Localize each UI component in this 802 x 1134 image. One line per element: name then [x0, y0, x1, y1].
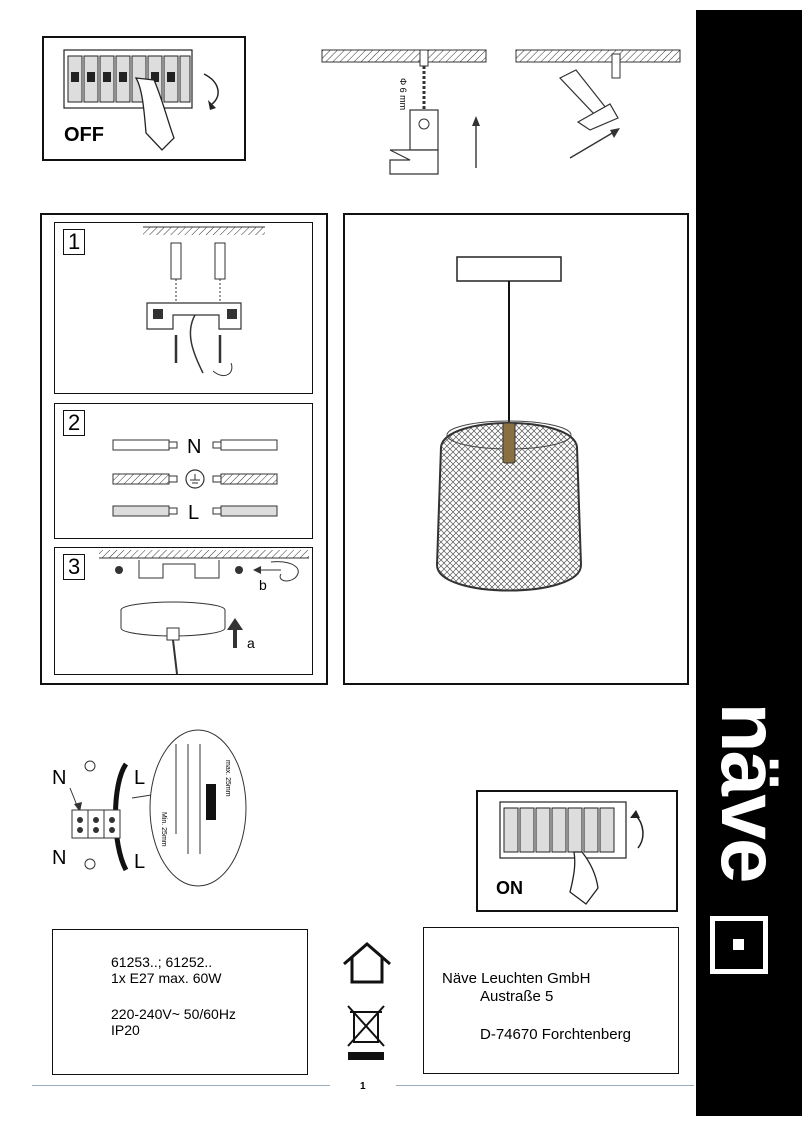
weee-bin-icon [342, 1002, 390, 1064]
on-label: ON [496, 878, 523, 898]
brand-logo-text: näve [704, 702, 795, 882]
spec-ip: IP20 [111, 1022, 140, 1038]
wiring-n-top: N [52, 767, 67, 789]
drill-size-label: Φ 6 mm [398, 78, 408, 111]
step-1-illustration [55, 223, 314, 395]
spec-article-numbers: 61253..; 61252.. [111, 954, 213, 970]
step-3-number: 3 [63, 554, 85, 580]
company-street: Austraße 5 [480, 988, 554, 1005]
company-name: Näve Leuchten GmbH [442, 970, 591, 987]
spec-box [52, 929, 308, 1075]
brand-sidebar [696, 10, 802, 1116]
wiring-l-bottom: L [134, 851, 146, 873]
step-2-panel [54, 403, 313, 539]
step-2-illustration [55, 404, 314, 540]
step-1-number: 1 [63, 229, 85, 255]
brand-logo-mark [710, 916, 768, 974]
breaker-on-panel [476, 790, 678, 912]
footer-rule-left [32, 1085, 330, 1086]
step-2-number: 2 [63, 410, 85, 436]
step-2-l-label: L [188, 502, 200, 524]
wiring-l-top: L [134, 767, 146, 789]
wiring-detail-illustration [50, 724, 250, 894]
drill-ceiling-illustration [320, 46, 492, 180]
breaker-off-panel [42, 36, 246, 161]
wiring-max-label: max. 25mm [224, 760, 231, 797]
wiring-min-label: Min. 25mm [160, 812, 167, 847]
step-3-panel [54, 547, 313, 675]
page-number: 1 [360, 1081, 366, 1092]
step-3-illustration [55, 548, 314, 676]
company-city: D-74670 Forchtenberg [480, 1026, 631, 1043]
wiring-n-bottom: N [52, 847, 67, 869]
spec-bulb: 1x E27 max. 60W [111, 970, 222, 986]
off-label: OFF [64, 124, 104, 146]
step-1-panel [54, 222, 313, 394]
indoor-use-icon [338, 940, 396, 986]
spec-voltage: 220-240V~ 50/60Hz [111, 1006, 236, 1022]
pendant-lamp-illustration [345, 215, 687, 683]
step-3-label-b: b [259, 577, 267, 593]
footer-rule-right [396, 1085, 694, 1086]
step-2-n-label: N [187, 436, 202, 458]
pendant-lamp-frame [343, 213, 689, 685]
company-box [423, 927, 679, 1074]
step-3-label-a: a [247, 635, 255, 651]
hammer-illustration [514, 46, 686, 166]
